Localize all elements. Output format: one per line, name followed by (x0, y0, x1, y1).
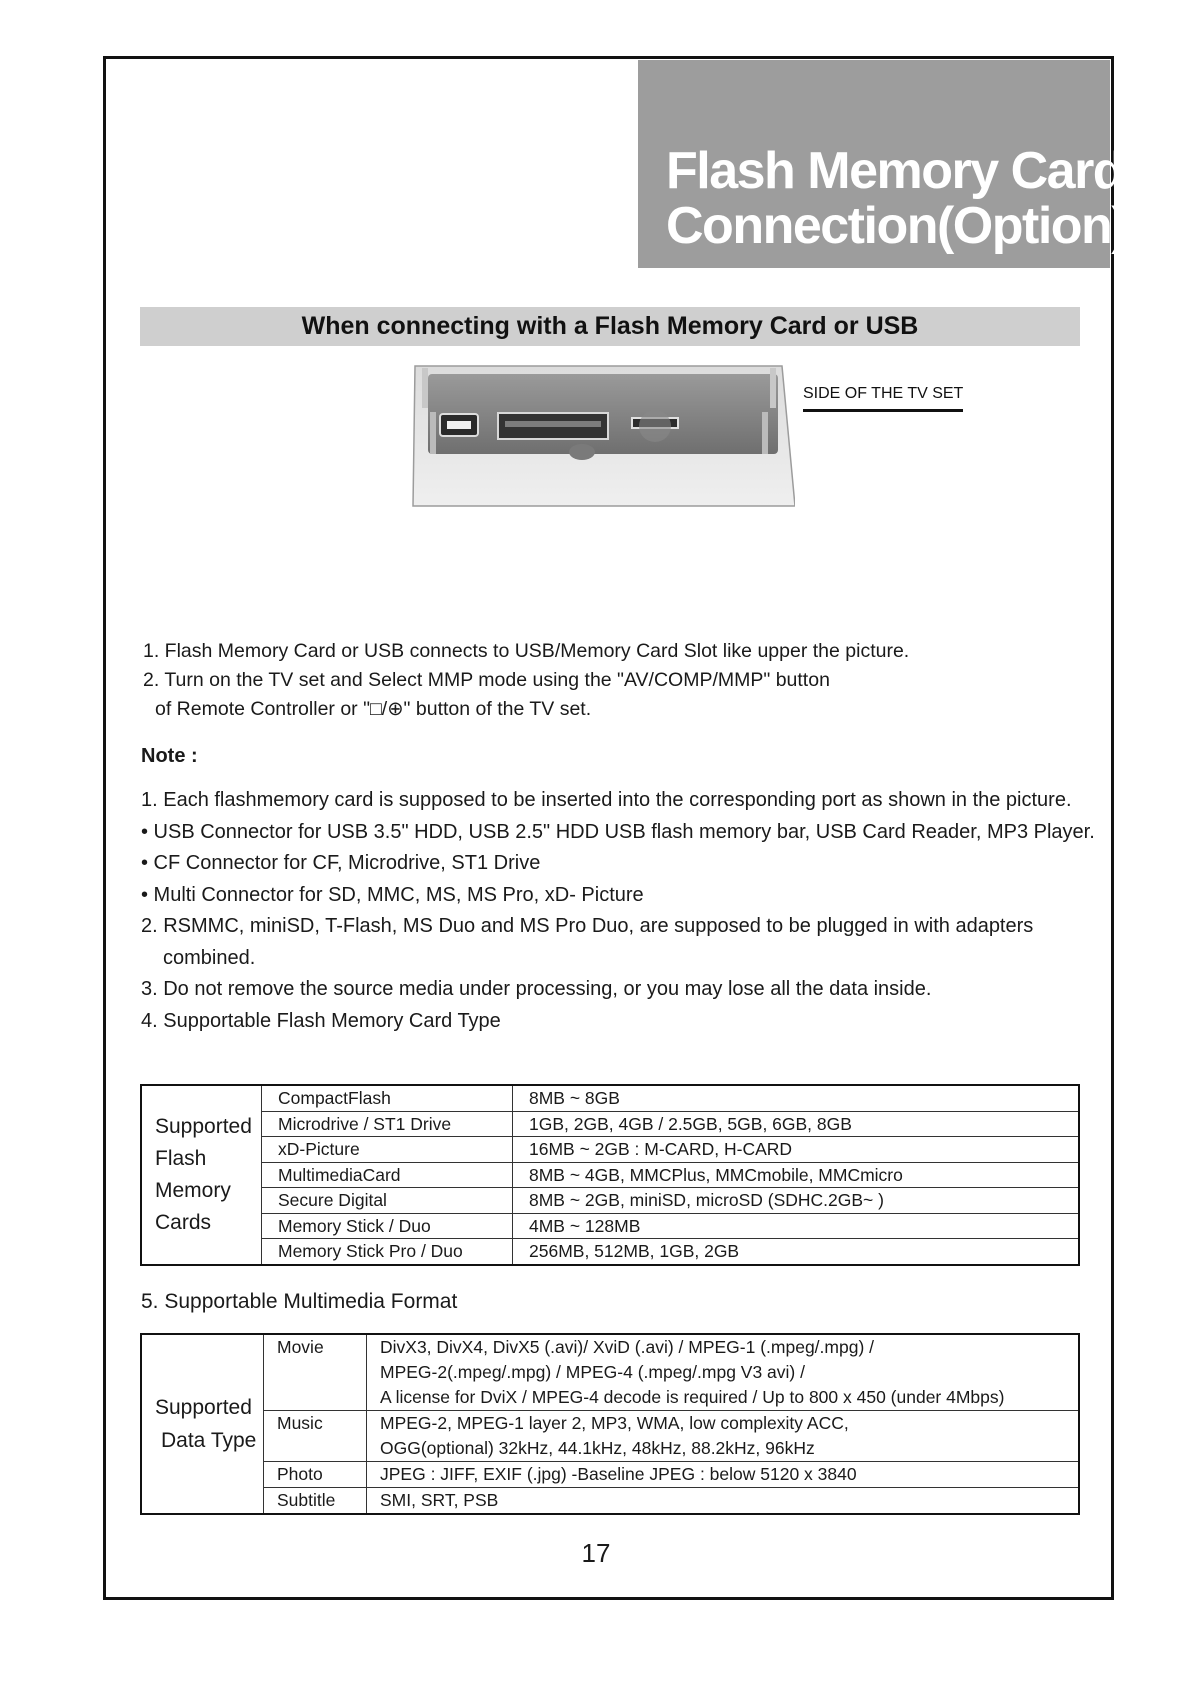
table-row (141, 1188, 1079, 1214)
note-item: • USB Connector for USB 3.5" HDD, USB 2.5" HDD USB flash memory bar, USB Card Reader, MP3 Player. (141, 820, 1095, 843)
formats-table-header: Supported Data Type (141, 1334, 264, 1514)
note-item: • CF Connector for CF, Microdrive, ST1 Drive (141, 852, 541, 874)
table-row (141, 1411, 1079, 1462)
card-type-cell: MultimediaCard (262, 1162, 513, 1188)
tv-side-ports-illustration (410, 360, 795, 510)
supported-formats-table (140, 1333, 1080, 1515)
table-row (141, 1111, 1079, 1137)
card-type-cell: Microdrive / ST1 Drive (262, 1111, 513, 1137)
step-1: 1. Flash Memory Card or USB connects to USB/Memory Card Slot like upper the picture. (143, 640, 910, 662)
card-type-cell: xD-Picture (262, 1137, 513, 1163)
card-capacity-cell: 8MB ~ 4GB, MMCPlus, MMCmobile, MMCmicro (513, 1162, 1080, 1188)
card-capacity-cell: 1GB, 2GB, 4GB / 2.5GB, 5GB, 6GB, 8GB (513, 1111, 1080, 1137)
step-2-continuation: of Remote Controller or "□/⊕" button of the TV set. (155, 698, 592, 720)
card-type-cell: Memory Stick / Duo (262, 1213, 513, 1239)
card-type-cell: Secure Digital (262, 1188, 513, 1214)
card-capacity-cell: 8MB ~ 8GB (513, 1085, 1080, 1111)
section-heading: When connecting with a Flash Memory Card or USB (140, 307, 1080, 346)
format-type-cell: Subtitle (264, 1488, 367, 1515)
format-type-cell: Music (264, 1411, 367, 1462)
note-item: 3. Do not remove the source media under processing, or you may lose all the data inside. (141, 978, 932, 1000)
format-heading: 5. Supportable Multimedia Format (141, 1290, 458, 1313)
table-row (141, 1085, 1079, 1111)
card-type-cell: CompactFlash (262, 1085, 513, 1111)
note-heading: Note : (141, 745, 198, 767)
note-list (141, 785, 1101, 1037)
card-capacity-cell: 256MB, 512MB, 1GB, 2GB (513, 1239, 1080, 1265)
card-type-cell: Memory Stick Pro / Duo (262, 1239, 513, 1265)
supported-cards-table (140, 1084, 1080, 1266)
page-title-line-2: Connection(Option) (666, 197, 1128, 255)
step-2: 2. Turn on the TV set and Select MMP mode using the "AV/COMP/MMP" button (143, 669, 830, 691)
format-detail-cell: DivX3, DivX4, DivX5 (.avi)/ XviD (.avi) / MPEG-1 (.mpeg/.mpg) / MPEG-2(.mpeg/.mpg) / MPEG-4 (.mpeg/.mpg V3 avi) / A license for DviX / MPEG-4 decode is required / Up to 800 x 450 (under 4Mbps) (367, 1334, 1080, 1411)
page-title (666, 144, 1127, 254)
card-capacity-cell: 4MB ~ 128MB (513, 1213, 1080, 1239)
table-row (141, 1239, 1079, 1265)
card-capacity-cell: 8MB ~ 2GB, miniSD, microSD (SDHC.2GB~ ) (513, 1188, 1080, 1214)
note-item: 1. Each flashmemory card is supposed to be inserted into the corresponding port as shown in the picture. (141, 789, 1072, 811)
table-row (141, 1488, 1079, 1515)
format-type-cell: Photo (264, 1462, 367, 1488)
page-number: 17 (581, 1538, 611, 1568)
note-item: • Multi Connector for SD, MMC, MS, MS Pro, xD- Picture (141, 883, 644, 906)
table-row (141, 1137, 1079, 1163)
format-type-cell: Movie (264, 1334, 367, 1411)
card-capacity-cell: 16MB ~ 2GB : M-CARD, H-CARD (513, 1137, 1080, 1163)
format-detail-cell: JPEG : JIFF, EXIF (.jpg) -Baseline JPEG : below 5120 x 3840 (367, 1462, 1080, 1488)
cards-table-header: Supported Flash Memory Cards (141, 1085, 262, 1265)
table-row (141, 1462, 1079, 1488)
note-item: 4. Supportable Flash Memory Card Type (141, 1009, 501, 1032)
side-of-tv-label: SIDE OF THE TV SET (803, 385, 963, 412)
table-row (141, 1162, 1079, 1188)
note-item-continuation: combined. (163, 946, 256, 969)
format-detail-cell: SMI, SRT, PSB (367, 1488, 1080, 1515)
table-row (141, 1213, 1079, 1239)
table-row (141, 1334, 1079, 1411)
page-title-line-1: Flash Memory Card (666, 142, 1124, 200)
note-item: 2. RSMMC, miniSD, T-Flash, MS Duo and MS Pro Duo, are supposed to be plugged in with adapters (141, 915, 1034, 937)
title-banner (638, 60, 1128, 268)
connection-steps (143, 637, 1103, 724)
format-detail-cell: MPEG-2, MPEG-1 layer 2, MP3, WMA, low complexity ACC, OGG(optional) 32kHz, 44.1kHz, 48kHz, 88.2kHz, 96kHz (367, 1411, 1080, 1462)
